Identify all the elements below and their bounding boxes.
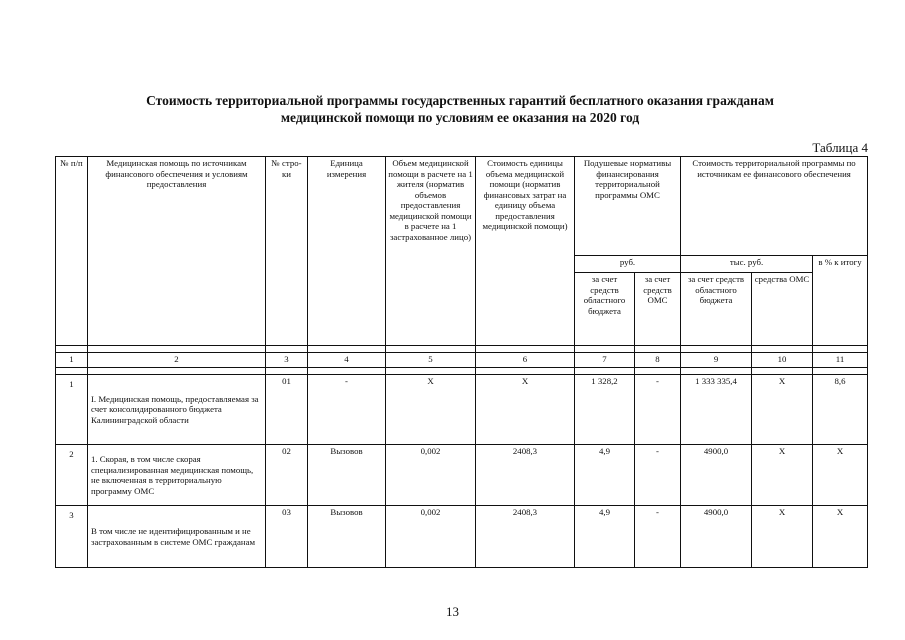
column-number: 2	[88, 353, 266, 368]
row-unit: Вызовов	[308, 445, 386, 506]
header-col-4: Единица измерения	[308, 157, 386, 346]
header-col-10: средства ОМС	[752, 273, 813, 346]
row-cost-budget: 4900,0	[681, 506, 752, 568]
row-cost-budget: 4900,0	[681, 445, 752, 506]
page-number: 13	[446, 604, 459, 619]
row-percent: X	[813, 445, 868, 506]
row-number: 1	[56, 375, 88, 445]
row-per-capita-oms: -	[635, 445, 681, 506]
row-unit: Вызовов	[308, 506, 386, 568]
row-per-capita-budget: 4,9	[575, 445, 635, 506]
column-number: 1	[56, 353, 88, 368]
header-col-6: Стоимость единицы объема медицинской помощи (норматив финансовых затрат на единицу объема предоставления медицинской помощи)	[476, 157, 575, 346]
header-col-8: за счет средств ОМС	[635, 273, 681, 346]
column-number: 10	[752, 353, 813, 368]
row-per-capita-oms: -	[635, 506, 681, 568]
row-cost-budget: 1 333 335,4	[681, 375, 752, 445]
column-number: 5	[386, 353, 476, 368]
table-row	[56, 445, 868, 506]
title-line-2: медицинской помощи по условиям ее оказания на 2020 год	[280, 110, 640, 125]
row-line-code: 03	[266, 506, 308, 568]
row-description: 1. Скорая, в том числе скорая специализированная медицинская помощь, не включенная в территориальную программу ОМС	[88, 445, 266, 506]
row-volume: 0,002	[386, 445, 476, 506]
column-number: 8	[635, 353, 681, 368]
row-per-capita-oms: -	[635, 375, 681, 445]
row-volume: 0,002	[386, 506, 476, 568]
header-group-program-cost: Стоимость территориальной программы по источникам ее финансового обеспечения	[681, 157, 868, 256]
table-row	[56, 506, 868, 568]
page-title	[60, 92, 860, 126]
title-line-1: Стоимость территориальной программы государственных гарантий бесплатного оказания гражданам	[146, 93, 774, 108]
row-unit-cost: X	[476, 375, 575, 445]
header-col-9: за счет средств областного бюджета	[681, 273, 752, 346]
column-number: 9	[681, 353, 752, 368]
header-unit-rub: руб.	[575, 256, 681, 273]
header-col-7: за счет средств областного бюджета	[575, 273, 635, 346]
row-per-capita-budget: 4,9	[575, 506, 635, 568]
row-percent: 8,6	[813, 375, 868, 445]
row-cost-oms: X	[752, 506, 813, 568]
column-number: 6	[476, 353, 575, 368]
row-volume: X	[386, 375, 476, 445]
row-cost-oms: X	[752, 375, 813, 445]
row-number: 3	[56, 506, 88, 568]
header-col-1: № п/п	[56, 157, 88, 346]
row-cost-oms: X	[752, 445, 813, 506]
row-unit-cost: 2408,3	[476, 506, 575, 568]
table-row	[56, 375, 868, 445]
column-number: 11	[813, 353, 868, 368]
header-col-11: в % к итогу	[813, 256, 868, 346]
cost-table	[55, 156, 868, 568]
header-col-5: Объем медицинской помощи в расчете на 1 жителя (норматив объемов предоставления медицинской помощи в расчете на 1 застрахованное лицо)	[386, 157, 476, 346]
header-col-2: Медицинская помощь по источникам финансового обеспечения и условиям предоставления	[88, 157, 266, 346]
column-number: 7	[575, 353, 635, 368]
row-line-code: 01	[266, 375, 308, 445]
column-number: 3	[266, 353, 308, 368]
row-unit-cost: 2408,3	[476, 445, 575, 506]
column-number-row	[56, 353, 868, 368]
row-percent: X	[813, 506, 868, 568]
header-col-3: № стро-ки	[266, 157, 308, 346]
header-group-per-capita: Подушевые нормативы финансирования территориальной программы ОМС	[575, 157, 681, 256]
table-label: Таблица 4	[812, 140, 868, 155]
row-per-capita-budget: 1 328,2	[575, 375, 635, 445]
row-description: I. Медицинская помощь, предоставляемая за счет консолидированного бюджета Калининградской области	[88, 375, 266, 445]
row-description: В том числе не идентифицированным и не застрахованным в системе ОМС гражданам	[88, 506, 266, 568]
header-unit-thous-rub: тыс. руб.	[681, 256, 813, 273]
row-line-code: 02	[266, 445, 308, 506]
row-unit: -	[308, 375, 386, 445]
row-number: 2	[56, 445, 88, 506]
column-number: 4	[308, 353, 386, 368]
